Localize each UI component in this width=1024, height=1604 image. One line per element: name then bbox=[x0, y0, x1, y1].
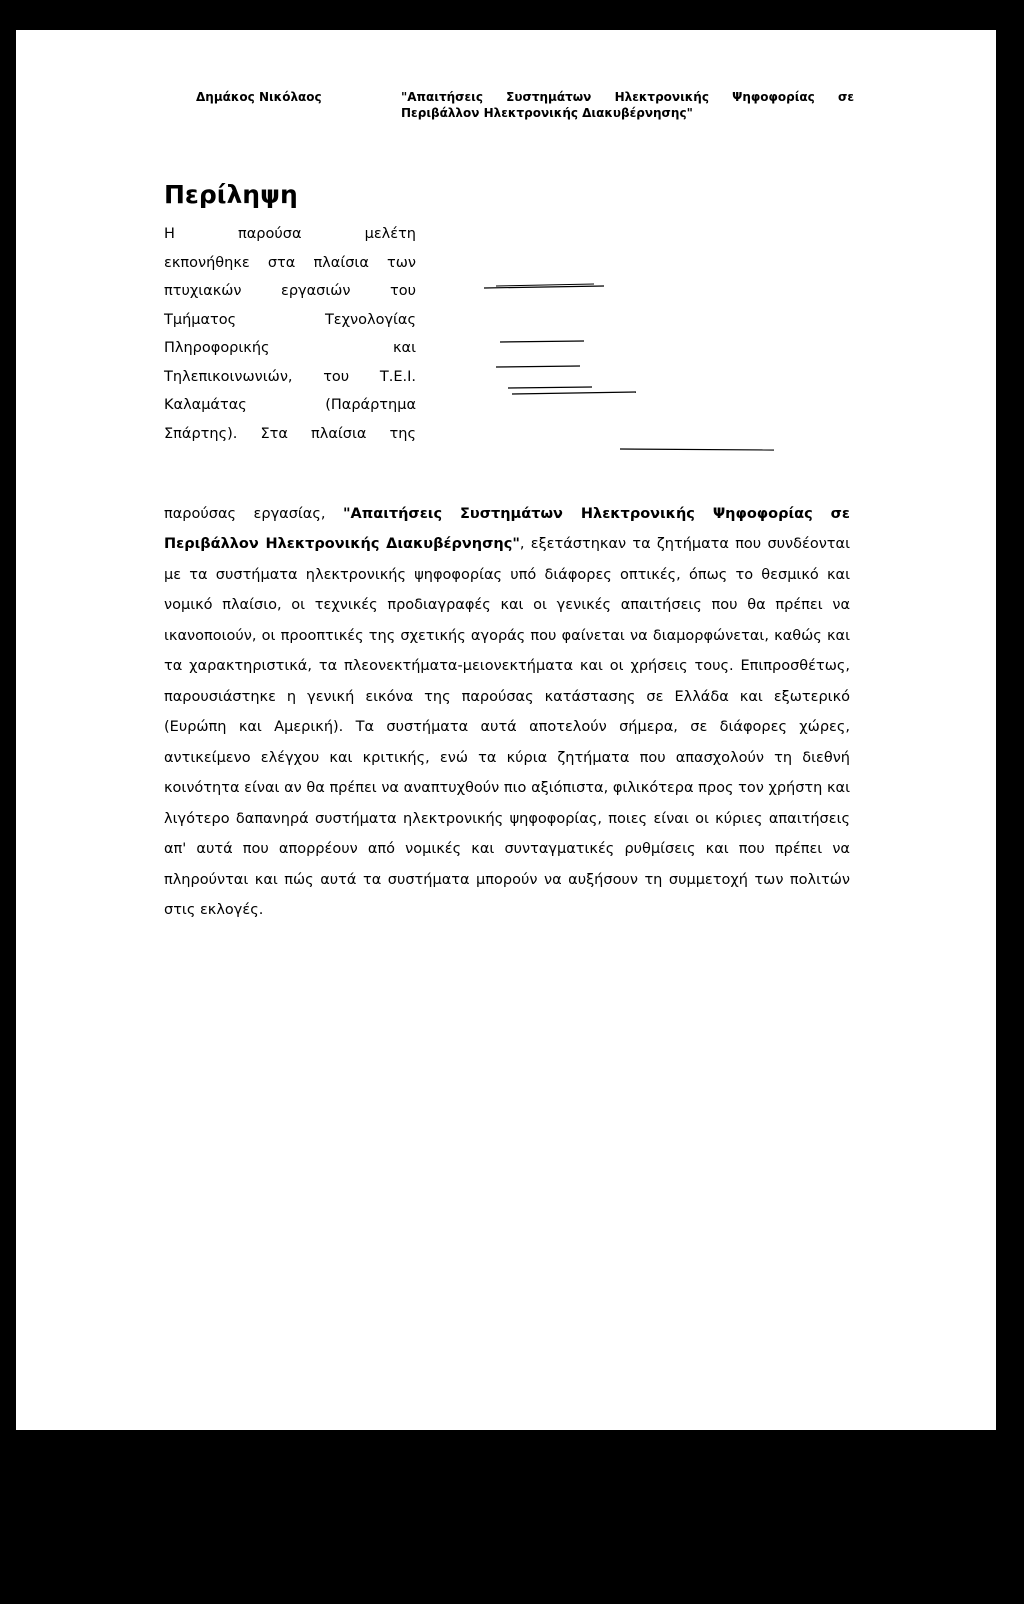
intro-column bbox=[164, 220, 416, 448]
intro-line: Καλαμάτας (Παράρτημα bbox=[164, 397, 416, 413]
intro-line: Πληροφορικής και bbox=[164, 340, 416, 356]
decorative-lines-graphic bbox=[456, 230, 816, 460]
abstract-text-part1: παρούσας εργασίας, bbox=[164, 505, 343, 522]
abstract-paragraph bbox=[164, 499, 850, 926]
section-title: Περίληψη bbox=[164, 180, 298, 209]
abstract-bold-title: "Απαιτήσεις Συστημάτων Ηλεκτρονικής Ψηφοφορίας σε Περιβάλλον Ηλεκτρονικής Διακυβέρνησης" bbox=[164, 505, 851, 552]
header-title-line1: "Απαιτήσεις Συστημάτων Ηλεκτρονικής Ψηφοφορίας σε bbox=[401, 90, 854, 104]
intro-line: πτυχιακών εργασιών του bbox=[164, 283, 416, 299]
intro-line: Η παρούσα μελέτη bbox=[164, 226, 416, 242]
intro-line: Τμήματος Τεχνολογίας bbox=[164, 311, 416, 328]
header-author: Δημάκος Νικόλαος bbox=[196, 90, 322, 104]
intro-line: εκπονήθηκε στα πλαίσια των bbox=[164, 254, 416, 271]
intro-line: Σπάρτης). Στα πλαίσια της bbox=[164, 425, 416, 442]
page-number: 5 bbox=[840, 1586, 850, 1604]
header-title-line2: Περιβάλλον Ηλεκτρονικής Διακυβέρνησης" bbox=[401, 106, 693, 120]
intro-line: Τηλεπικοινωνιών, του Τ.Ε.Ι. bbox=[164, 368, 416, 385]
abstract-text-part2: , εξετάστηκαν τα ζητήματα που συνδέονται με τα συστήματα ηλεκτρονικής ψηφοφορίας υπό διάφορες οπτικές, όπως το θεσμικό και νομικό πλαίσιο, οι τεχνικές προδιαγραφές και οι γενικές απαιτήσεις που θα πρέπει να ικανοποιούν, οι προοπτικές της σχετικής αγοράς που φαίνεται να διαμορφώνεται, καθώς και τα χαρακτηριστικά, τα πλεονεκτήματα-μειονεκτήματα και οι χρήσεις τους. Επιπροσθέτως, παρουσιάστηκε η γενική εικόνα της παρούσας κατάστασης σε Ελλάδα και εξωτερικό (Ευρώπη και Αμερική). Τα συστήματα αυτά αποτελούν σήμερα, σε διάφορες χώρες, αντικείμενο ελέγχου και κριτικής, ενώ τα κύρια ζητήματα που απασχολούν τη διεθνή κοινότητα είναι αν θα πρέπει να αναπτυχθούν πιο αξιόπιστα, φιλικότερα προς τον χρήστη και λιγότερο δαπανηρά συστήματα ηλεκτρονικής ψηφοφορίας, ποιες είναι οι κύριες απαιτήσεις απ' αυτά που απορρέουν από νομικές και συνταγματικές ρυθμίσεις και που πρέπει να πληρούνται και πώς αυτά τα συστήματα μπορούν να αυξήσουν τη συμμετοχή των πολιτών στις εκλογές. bbox=[164, 536, 850, 918]
document-page bbox=[16, 30, 996, 1430]
